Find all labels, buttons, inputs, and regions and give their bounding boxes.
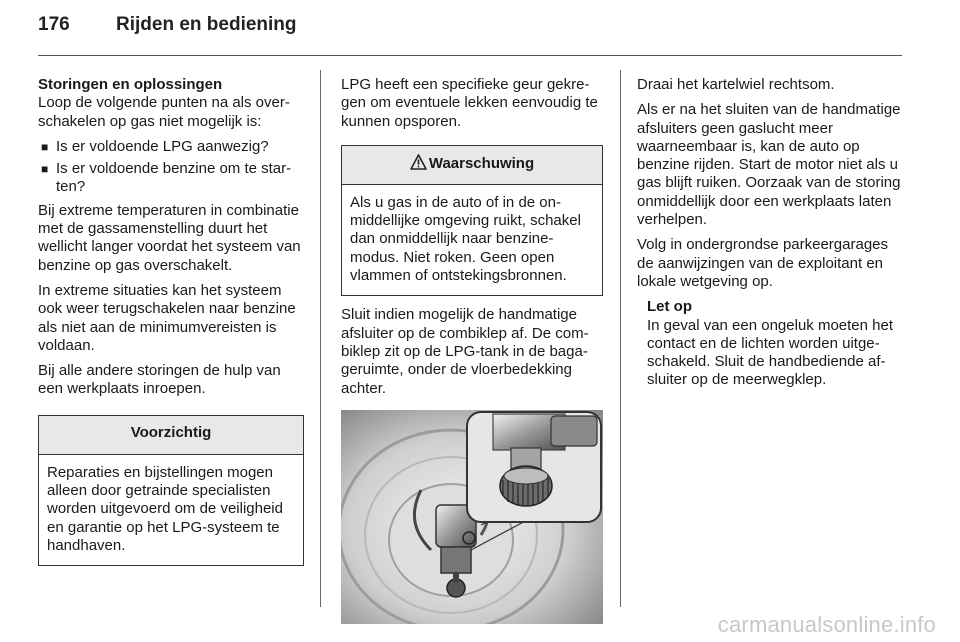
list-item-text: Is er voldoende benzine om te starten?	[56, 160, 292, 196]
page-header	[38, 14, 297, 36]
note-block	[637, 298, 905, 389]
page-title: Rijden en bediening	[116, 14, 297, 35]
paragraph: LPG heeft een specifieke geur gekregen om eventuele lekken eenvoudig te kunnen opsporen.	[341, 76, 598, 130]
paragraph: Volg in ondergrondse parkeergarages de aanwijzingen van de exploitant en lokale wetgeving op.	[637, 236, 889, 290]
page-number: 176	[38, 14, 70, 35]
list-item	[38, 160, 304, 197]
column-3	[637, 76, 905, 390]
section-title: Storingen en oplossingen	[38, 76, 223, 93]
column-divider	[320, 70, 321, 607]
warning-box	[341, 145, 603, 296]
header-rule	[38, 55, 902, 56]
note-title: Let op	[647, 298, 692, 316]
paragraph: Als er na het sluiten van de handmatige afsluiters geen gaslucht meer waarneembaar is, kan de auto op benzine rijden. Start de motor niet als u gas blijft ruiken. Oorzaak van de storing onmiddellijk door een werkplaats laten verhelpen.	[637, 101, 901, 229]
caution-box-title: Voorzichtig	[39, 416, 303, 455]
paragraph: Bij extreme temperaturen in combinatie met de gassamenstelling duurt het wellicht langer voordat het systeem van benzine op gas overschakelt.	[38, 201, 301, 274]
warning-box-header	[342, 146, 602, 185]
column-divider	[620, 70, 621, 607]
column-1	[38, 76, 304, 576]
watermark: carmanualsonline.info	[717, 612, 936, 637]
paragraph: Bij alle andere storingen de hulp van een werkplaats inroepen.	[38, 362, 281, 398]
warning-box-title: Waarschuwing	[428, 154, 535, 172]
caution-box-text: Reparaties en bijstellingen mogen alleen door getrainde specialisten worden uitgevoerd om de veiligheid en garantie op het LPG-systeem te handhaven.	[47, 463, 283, 554]
paragraph: Draai het kartelwiel rechtsom.	[637, 76, 835, 93]
list-item-text: Is er voldoende LPG aanwezig?	[56, 137, 269, 155]
intro-paragraph: Loop de volgende punten na als overschakelen op gas niet mogelijk is:	[38, 94, 290, 130]
bullet-square-icon: ■	[41, 139, 49, 154]
warning-triangle-icon	[410, 154, 427, 175]
list-item	[38, 138, 304, 156]
column-2	[341, 76, 603, 624]
caution-box	[38, 415, 304, 566]
bullet-square-icon: ■	[41, 162, 49, 177]
lpg-valve-illustration	[341, 410, 603, 624]
checklist	[38, 138, 304, 197]
warning-box-text: Als u gas in de auto of in de onmiddellijke omgeving ruikt, schakel dan onmiddellijk naar benzinemodus. Niet roken. Geen open vlammen of ontstekingsbronnen.	[350, 193, 581, 285]
note-text: In geval van een ongeluk moeten het contact en de lichten worden uitgeschakeld. Sluit de handbediende afsluiter op de meerwegklep.	[647, 316, 894, 389]
paragraph: In extreme situaties kan het systeem ook weer terugschakelen naar benzine als niet aan de minimumvereisten is voldaan.	[38, 281, 296, 354]
paragraph: Sluit indien mogelijk de handmatige afsluiter op de combiklep af. De combiklep zit op de LPG-tank in de bagageruimte, onder de vloerbedekking achter.	[341, 306, 589, 397]
lpg-tank-valve-image	[341, 410, 603, 624]
